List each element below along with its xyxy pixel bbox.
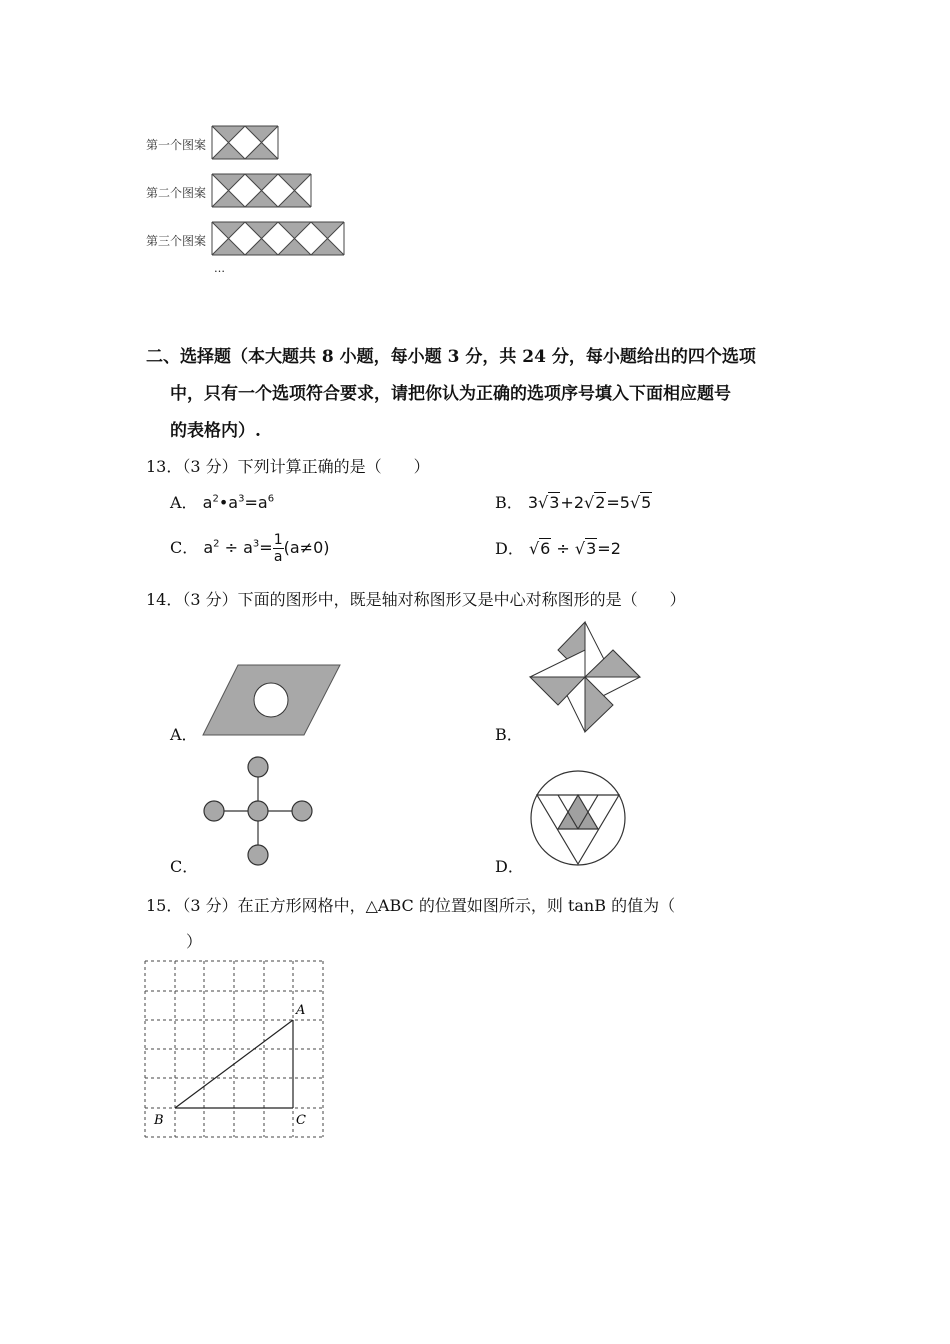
q13-option-b-letter: B．	[495, 493, 523, 512]
q14-option-b-letter[interactable]: B．	[495, 725, 523, 744]
q15-stem-line-2: ）	[186, 932, 203, 951]
q14-option-c-letter[interactable]: C．	[170, 857, 199, 876]
pattern-triangle	[278, 239, 311, 256]
q14-option-d-letter[interactable]: D．	[495, 857, 524, 876]
pattern-row-3	[212, 222, 344, 255]
pattern-ellipsis: …	[214, 262, 225, 275]
pattern-triangle	[245, 143, 278, 160]
q14-option-a-letter[interactable]: A．	[170, 725, 198, 744]
pattern-triangle	[212, 174, 245, 191]
pattern-triangle	[245, 174, 278, 191]
q13-option-b-expr: 3√3+2√2=5√5	[527, 493, 652, 512]
q13-option-c-expr: $a^2 \div a^3=$ $\frac{1}{a}$ (a≠0)	[203, 532, 330, 565]
q13-option-d-letter: D．	[495, 539, 524, 558]
hourglass-pattern-figure	[210, 124, 350, 264]
section-heading-line-1: 二、选择题（本大题共 8 小题，每小题 3 分，共 24 分，每小题给出的四个选项	[146, 347, 756, 367]
pattern-triangle	[278, 222, 311, 239]
q13-option-a-expr: $a^2•a^3=a^6$	[202, 493, 275, 512]
pattern-label-3: 第三个图案	[146, 234, 207, 248]
pattern-triangle	[311, 239, 344, 256]
pattern-triangle	[245, 191, 278, 208]
point-label-c: C	[296, 1113, 306, 1128]
pattern-triangle	[278, 191, 311, 208]
q13-option-a[interactable]	[170, 490, 274, 513]
q14-figure-b-pinwheel[interactable]	[528, 620, 643, 736]
pattern-triangle	[278, 174, 311, 191]
pattern-triangle	[212, 239, 245, 256]
q13-option-c[interactable]	[170, 532, 330, 565]
pattern-triangle	[212, 143, 245, 160]
q14-figure-a-parallelogram[interactable]	[200, 660, 345, 740]
point-label-a: A	[296, 1003, 306, 1018]
pattern-triangle	[245, 222, 278, 239]
q13-option-a-letter: A．	[170, 493, 198, 512]
pattern-triangle	[311, 222, 344, 239]
q13-option-c-letter: C．	[170, 538, 199, 557]
point-label-b: B	[154, 1113, 164, 1128]
q15-grid-triangle-figure	[140, 956, 330, 1142]
pattern-triangle	[245, 126, 278, 143]
section-heading-line-2: 中，只有一个选项符合要求，请把你认为正确的选项序号填入下面相应题号	[170, 384, 731, 404]
pattern-label-2: 第二个图案	[146, 186, 207, 200]
q14-figure-d-circle-triangles[interactable]	[528, 768, 628, 868]
q13-option-d[interactable]	[495, 536, 621, 559]
pattern-triangle	[245, 239, 278, 256]
pattern-row-1	[212, 126, 278, 159]
pattern-triangle	[212, 191, 245, 208]
pattern-triangle	[212, 126, 245, 143]
q14-figure-c-circle-cross[interactable]	[200, 755, 316, 867]
pattern-label-1: 第一个图案	[146, 138, 207, 152]
q13-option-b[interactable]	[495, 490, 652, 513]
q14-stem: 14．（3 分）下面的图形中，既是轴对称图形又是中心对称图形的是（ ）	[146, 590, 686, 609]
q13-option-d-expr: √6 ÷ √3=2	[528, 539, 621, 558]
q15-stem-line-1: 15．（3 分）在正方形网格中，△ABC 的位置如图所示，则 tanB 的值为（	[146, 896, 676, 915]
section-heading-line-3: 的表格内）.	[170, 421, 261, 441]
pattern-row-2	[212, 174, 311, 207]
pattern-triangle	[212, 222, 245, 239]
q13-stem: 13．（3 分）下列计算正确的是（ ）	[146, 457, 430, 476]
